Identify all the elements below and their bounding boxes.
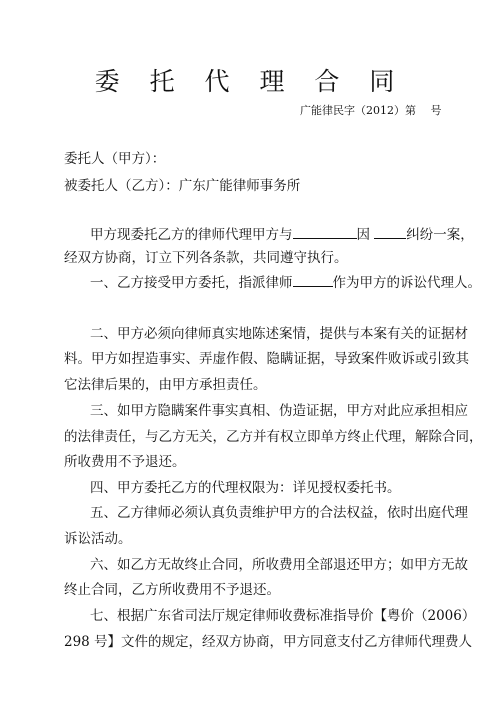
intro-line-2: 经双方协商，订立下列各条款，共同遵守执行。 (64, 250, 348, 266)
clause-3-line-3: 所收费用不予退还。 (64, 454, 186, 470)
intro-text-3: 纠纷一案， (406, 227, 474, 243)
clause-2-line-1: 二、甲方必须向律师真实地陈述案情，提供与本案有关的证据材 (90, 326, 468, 342)
intro-text-1: 甲方现委托乙方的律师代理甲方与 (90, 227, 293, 243)
principal-line: 委托人（甲方）： (64, 151, 166, 167)
reference-number: 广能律民字（2012）第 号 (300, 104, 442, 117)
clause-1-text-1: 一、乙方接受甲方委托，指派律师 (90, 275, 293, 291)
dispute-blank (374, 226, 406, 239)
agent-line: 被委托人（乙方）：广东广能律师事务所 (64, 178, 301, 194)
clause-1-text-2: 作为甲方的诉讼代理人。 (332, 275, 481, 291)
lawyer-blank (293, 274, 333, 287)
clause-6-line-2: 终止合同，乙方所收费用不予退还。 (64, 582, 280, 598)
clause-5-line-1: 五、乙方律师必须认真负责维护甲方的合法权益，依时出庭代理 (90, 505, 468, 521)
intro-line-1 (90, 226, 474, 244)
clause-5-line-2: 诉讼活动。 (64, 531, 132, 547)
clause-2-line-3: 它法律后果的，由甲方承担责任。 (64, 377, 267, 393)
clause-6-line-1: 六、如乙方无故终止合同，所收费用全部退还甲方；如甲方无故 (90, 557, 468, 573)
clause-1-line (90, 274, 481, 292)
clause-7-line-1: 七、根据广东省司法厅规定律师收费标准指导价【粤价（2006） (90, 608, 476, 624)
intro-text-2: 因 (356, 227, 370, 243)
clause-3-line-1: 三、如甲方隐瞒案件事实真相、伪造证据，甲方对此应承担相应 (90, 403, 468, 419)
clause-4-line-1: 四、甲方委托乙方的代理权限为：详见授权委托书。 (90, 480, 401, 496)
clause-7-line-2: 298 号】文件的规定，经双方协商，甲方同意支付乙方律师代理费人 (64, 634, 473, 650)
opponent-blank (293, 226, 357, 239)
clause-3-line-2: 的法律责任，与乙方无关，乙方并有权立即单方终止代理，解除合同， (64, 429, 483, 445)
clause-2-line-2: 料。甲方如捏造事实、弄虚作假、隐瞒证据，导致案件败诉或引致其 (64, 351, 469, 367)
document-title: 委 托 代 理 合 同 (94, 67, 406, 96)
